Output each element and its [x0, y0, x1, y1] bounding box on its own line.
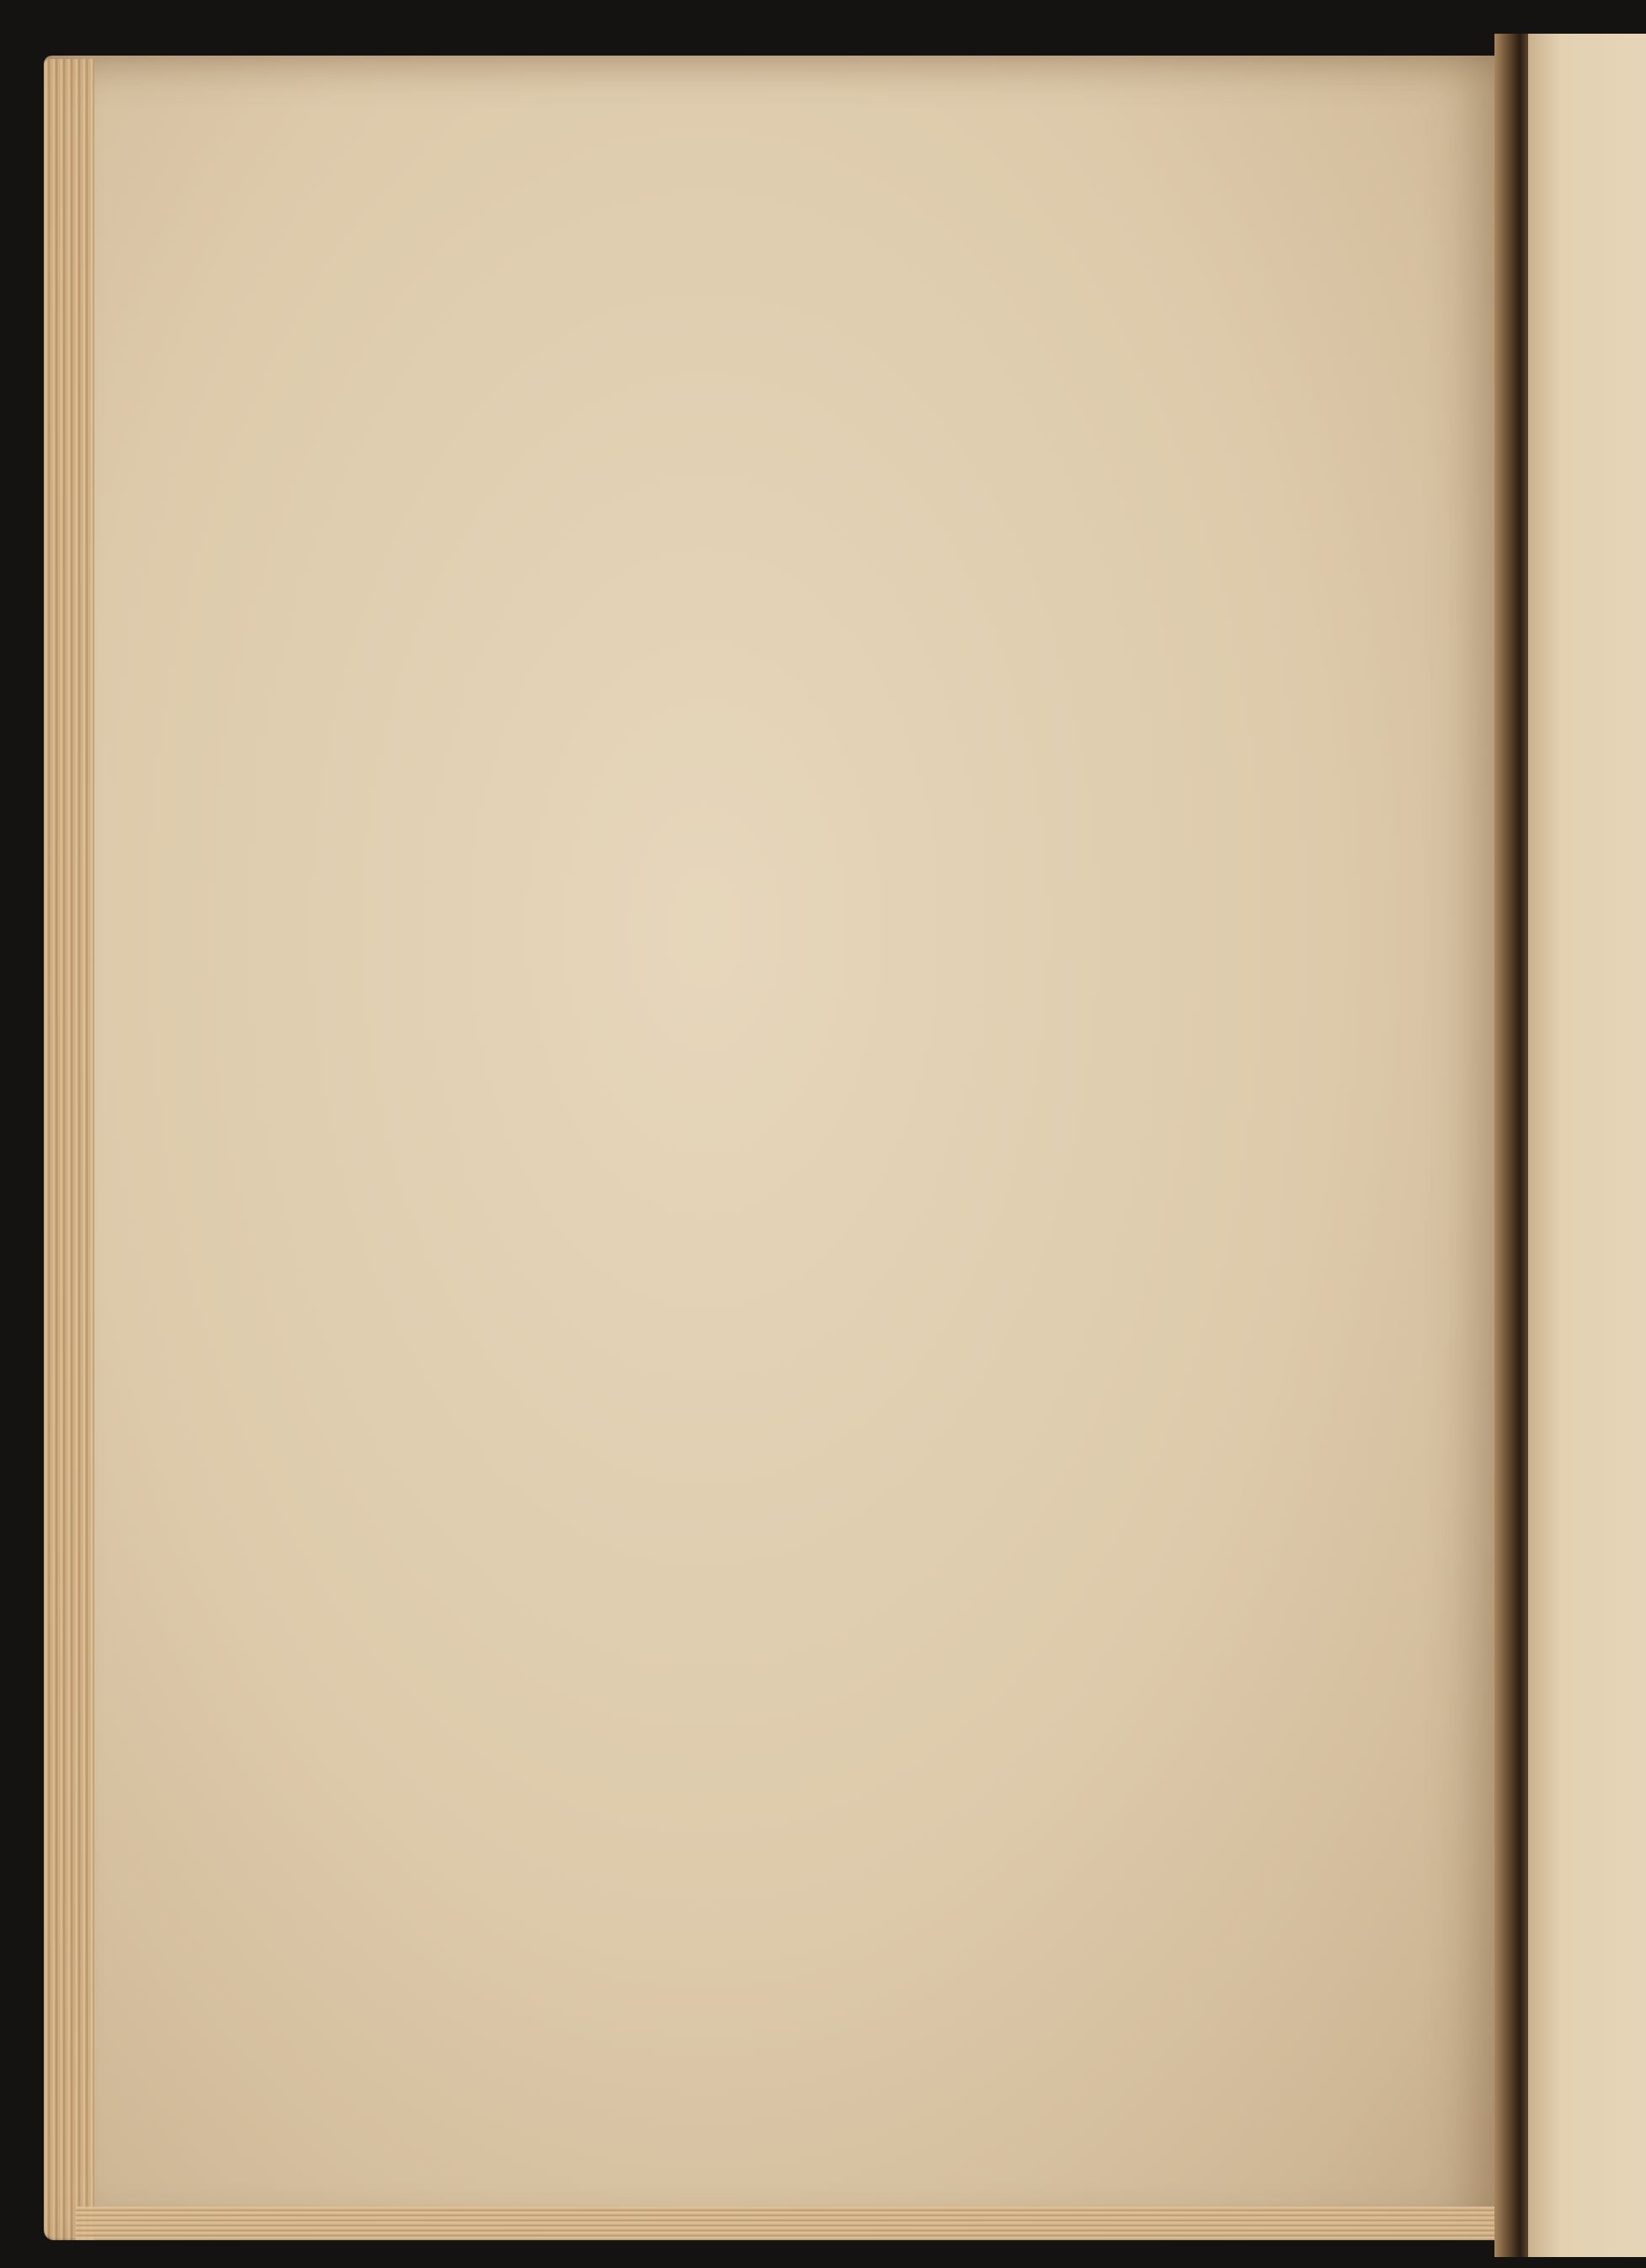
main-text [313, 269, 1402, 273]
left-page [44, 56, 1513, 2239]
page-bottom-edge [76, 2207, 1507, 2240]
page-edges [44, 59, 94, 2240]
right-page [1528, 34, 1646, 2257]
